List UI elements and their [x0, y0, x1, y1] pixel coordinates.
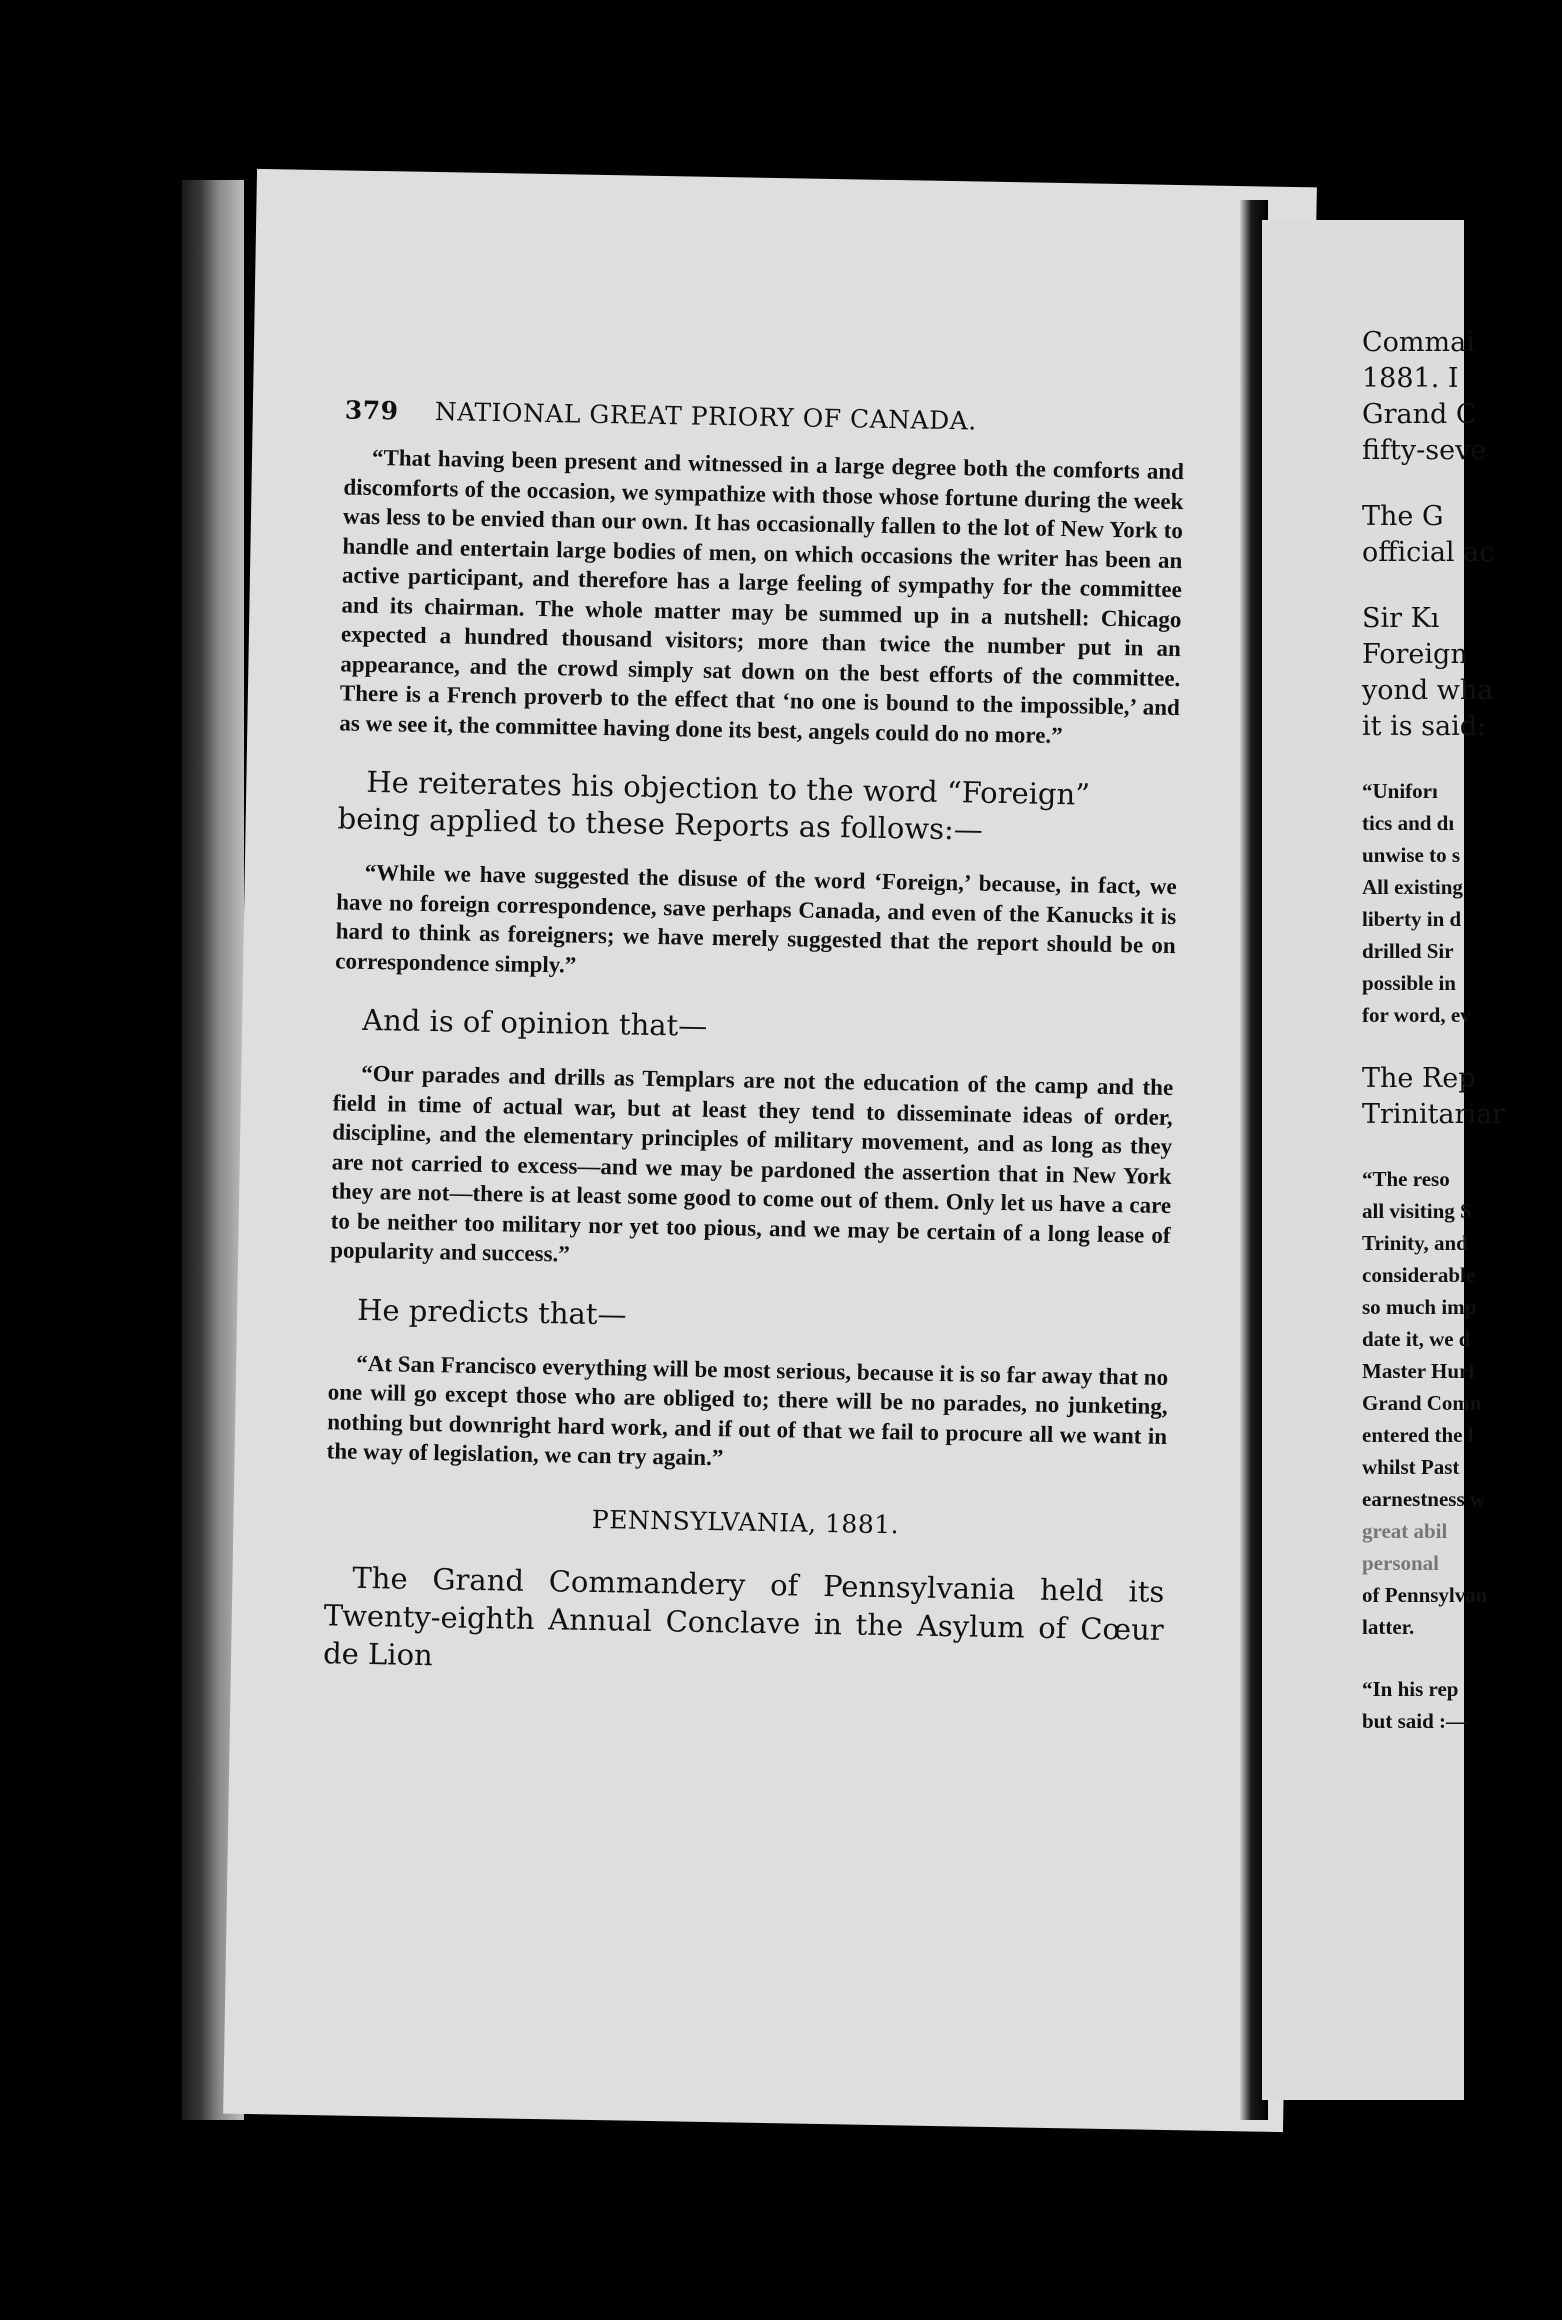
body-paragraph: He predicts that—: [356, 1292, 627, 1332]
right-page-line: of Pennsylvan: [1362, 1583, 1488, 1607]
right-page-line: date it, we d: [1362, 1327, 1471, 1351]
right-page-line: so much imp: [1362, 1295, 1477, 1319]
right-page-line: tics and dı: [1362, 811, 1455, 835]
right-page-line: entered the l: [1362, 1423, 1474, 1447]
right-page-line: unwise to s: [1362, 843, 1461, 867]
running-head: NATIONAL GREAT PRIORY OF CANADA.: [434, 397, 977, 436]
quote-paragraph: “Our parades and drills as Templars are not the education of the camp and the field in time of actual war, but at least they tend to disseminate ideas of order, discipline, and the elementary principles of military movement, and as long as they are not carried to excess—and we may be pardoned the assertion that in New York they are not—there is at least some good to come out of them. Only let us have a care to be neither too military nor yet too pious, and we may be certain of a long lease of popularity and success.”: [329, 1060, 1174, 1267]
right-page-line: it is said:: [1362, 711, 1487, 742]
right-page-line: Foreign: [1362, 639, 1468, 670]
right-page-line: fifty-seve: [1362, 435, 1487, 466]
right-page-line: The Rep: [1362, 1063, 1476, 1094]
right-page-line: “Uniforı: [1362, 779, 1438, 803]
right-page-line: whilst Past: [1362, 1455, 1460, 1479]
right-page-text: [1362, 325, 1562, 1737]
left-page-text: [322, 395, 1185, 1715]
right-page-line: liberty in d: [1362, 907, 1462, 931]
right-page-line: Trinity, and: [1362, 1231, 1468, 1255]
right-page-line: Sir Kı: [1362, 603, 1440, 634]
right-page-line: Grand Comn: [1362, 1391, 1482, 1415]
page-number: 379: [344, 395, 399, 426]
right-page-line: yond wha: [1362, 675, 1494, 706]
body-paragraph: The Grand Commandery of Pennsylvania held its Twenty-eighth Annual Conclave in the Asylum of Cœur de Lion: [322, 1560, 1165, 1672]
body-paragraph: And is of opinion that—: [361, 1002, 708, 1043]
right-page-line: great abil: [1362, 1519, 1448, 1543]
right-page-line: All existing: [1362, 875, 1463, 899]
right-page-line: 1881. I: [1362, 363, 1459, 394]
quote-paragraph: “That having been present and witnessed in a large degree both the comforts and discomforts of the occasion, we sympathize with those whose fortune during the week was less to be envied than our own. It has occasionally fallen to the lot of New York to handle and entertain large bodies of men, on which occasions the writer has been an active participant, and therefore has a large feeling of sympathy for the committee and its chairman. The whole matter may be summed up in a nutshell: Chicago expected a hundred thousand visitors; more than twice the number put in an appearance, and the crowd simply sat down on the best efforts of the committee. There is a French proverb to the effect that ‘no one is bound to the impossible,’ and as we see it, the committee having done its best, angels could do no more.”: [339, 444, 1185, 748]
right-page-line: earnestness w: [1362, 1487, 1486, 1511]
body-paragraph: He reiterates his objection to the word “Foreign” being applied to these Reports as follows:—: [337, 764, 1091, 847]
right-page-line: official ac: [1362, 537, 1495, 568]
right-page-line: considerable: [1362, 1263, 1476, 1287]
right-page-line: “The reso: [1362, 1167, 1450, 1191]
right-page-line: “In his rep: [1362, 1677, 1459, 1701]
right-page-line: The G: [1362, 501, 1444, 532]
right-page-line: Commai: [1362, 327, 1475, 358]
right-page-line: for word, ev: [1362, 1003, 1471, 1027]
right-page-line: Trinitariar: [1362, 1099, 1506, 1130]
quote-paragraph: “While we have suggested the disuse of the word ‘Foreign,’ because, in fact, we have no foreign correspondence, save perhaps Canada, and even of the Kanucks it is hard to think as foreigners; we have merely suggested that the report should be on correspondence simply.”: [335, 859, 1177, 978]
right-page-line: latter.: [1362, 1615, 1415, 1639]
left-page: [223, 169, 1317, 2132]
right-page-line: drilled Sir: [1362, 939, 1454, 963]
right-page-line: Grand C: [1362, 399, 1477, 430]
right-page-line: Master Hurl: [1362, 1359, 1475, 1383]
right-page-line: possible in: [1362, 971, 1456, 995]
page-header: [345, 395, 1185, 439]
quote-paragraph: “At San Francisco everything will be most serious, because it is so far away that no one will go except those who are obliged to; there will be no parades, no junketing, nothing but downright hard work, and if out of that we fail to procure all we want in the way of legislation, we can try again.”: [326, 1350, 1169, 1471]
right-page-line: but said :—: [1362, 1709, 1468, 1733]
right-page-line: personal: [1362, 1551, 1440, 1575]
section-heading: PENNSYLVANIA, 1881.: [591, 1504, 900, 1539]
right-page-line: all visiting S: [1362, 1199, 1472, 1223]
